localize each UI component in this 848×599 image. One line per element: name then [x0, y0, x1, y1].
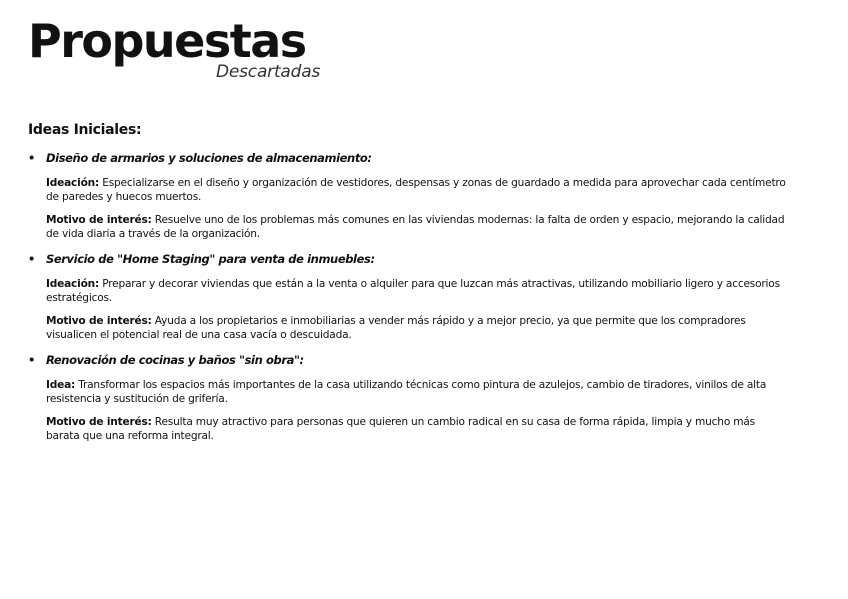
idea-item — [28, 150, 788, 241]
ideation-text: Transformar los espacios más importantes de la casa utilizando técnicas como pintura de azulejos, cambio de tiradores, vinilos de alta resistencia y sustitución de grifería. — [46, 379, 767, 405]
ideation-text: Preparar y decorar viviendas que están a la venta o alquiler para que luzcan más atractivas, utilizando mobiliario ligero y accesorios estratégicos. — [46, 278, 780, 304]
section-heading: Ideas Iniciales: — [28, 122, 142, 138]
ideation-label: Ideación: — [46, 177, 100, 189]
ideas-list — [28, 150, 788, 453]
idea-item — [28, 352, 788, 443]
idea-title-text: Renovación de cocinas y baños "sin obra": — [46, 353, 304, 367]
idea-motive — [46, 314, 788, 342]
motive-label: Motivo de interés: — [46, 315, 152, 327]
idea-title-text: Diseño de armarios y soluciones de almacenamiento: — [46, 151, 372, 165]
idea-motive — [46, 213, 788, 241]
bullet-icon: • — [28, 353, 35, 367]
idea-title-text: Servicio de "Home Staging" para venta de inmuebles: — [46, 252, 375, 266]
idea-title — [28, 352, 788, 368]
page-subtitle: Descartadas — [216, 62, 321, 82]
idea-ideation — [46, 176, 788, 204]
bullet-icon: • — [28, 151, 35, 165]
idea-title — [28, 251, 788, 267]
motive-text: Resulta muy atractivo para personas que quieren un cambio radical en su casa de forma rápida, limpia y mucho más barata que una reforma integral. — [46, 416, 755, 442]
motive-label: Motivo de interés: — [46, 214, 152, 226]
idea-title — [28, 150, 788, 166]
page-title: Propuestas — [28, 14, 306, 68]
idea-motive — [46, 415, 788, 443]
motive-text: Ayuda a los propietarios e inmobiliarias a vender más rápido y a mejor precio, ya que permite que los compradores visualicen el potencial real de una casa vacía o descuidada. — [46, 315, 746, 341]
ideation-text: Especializarse en el diseño y organización de vestidores, despensas y zonas de guardado a medida para aprovechar cada centímetro de paredes y huecos muertos. — [46, 177, 786, 203]
idea-ideation — [46, 277, 788, 305]
bullet-icon: • — [28, 252, 35, 266]
motive-label: Motivo de interés: — [46, 416, 152, 428]
ideation-label: Ideación: — [46, 278, 100, 290]
motive-text: Resuelve uno de los problemas más comunes en las viviendas modernas: la falta de orden y espacio, mejorando la calidad de vida diaria a través de la organización. — [46, 214, 785, 240]
idea-ideation — [46, 378, 788, 406]
idea-item — [28, 251, 788, 342]
ideation-label: Idea: — [46, 379, 76, 391]
